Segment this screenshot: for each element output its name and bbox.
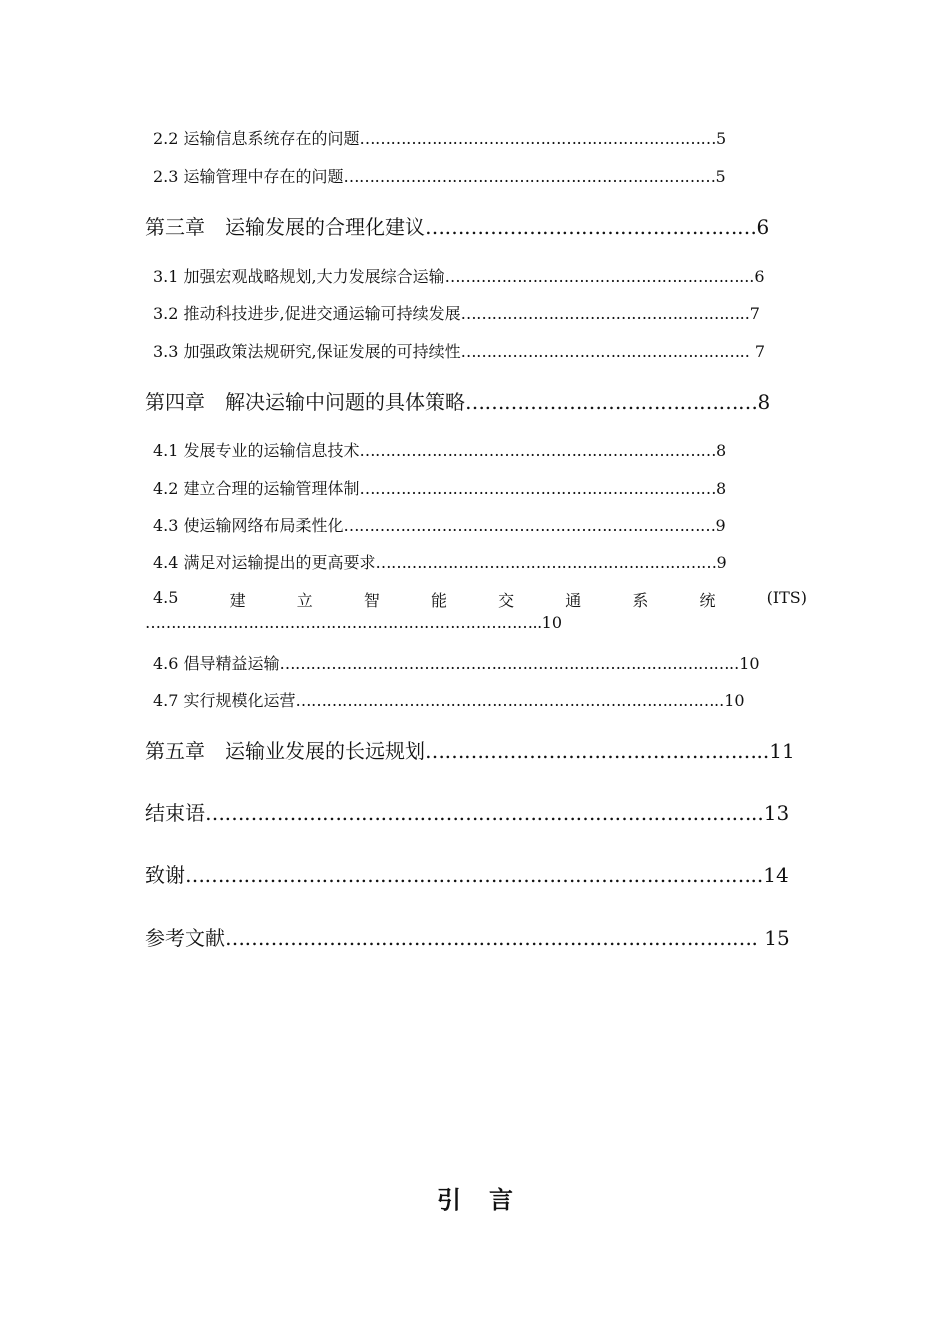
toc-entry-word: 智 (363, 591, 380, 610)
toc-entry-4-6[interactable] (153, 651, 760, 674)
toc-entry-4-3[interactable] (153, 513, 726, 536)
toc-page-number: ..10 (714, 691, 745, 710)
toc-entry-label: 4.6 倡导精益运输 (153, 654, 280, 673)
toc-references[interactable] (145, 922, 790, 951)
toc-entry-word: 能 (430, 591, 447, 610)
toc-entry-3-1[interactable] (153, 264, 765, 287)
toc-page-number: .. 7 (739, 342, 766, 361)
toc-entry-4-7[interactable] (153, 688, 745, 711)
toc-page-number: 5 (716, 129, 727, 148)
toc-leader-dots: ………………………………………………… (444, 267, 740, 286)
toc-entry-4-2[interactable] (153, 476, 726, 499)
toc-chapter-5[interactable] (145, 735, 795, 764)
toc-entry-label: 3.1 加强宏观战略规划,大力发展综合运输 (153, 267, 445, 286)
toc-entry-label: 参考文献 (145, 926, 225, 950)
toc-chapter-3[interactable] (145, 211, 769, 240)
toc-entry-word: 4.5 (153, 588, 179, 607)
toc-leader-dots: …………………………………………… (425, 215, 757, 239)
toc-entry-label: 2.2 运输信息系统存在的问题 (153, 129, 360, 148)
toc-conclusion[interactable] (145, 797, 789, 826)
toc-leader-dots: ……………………………………………………………………… (225, 926, 752, 950)
toc-leader-dots: …………………………………………… (425, 739, 757, 763)
toc-entry-word: 统 (699, 591, 716, 610)
toc-entry-3-3[interactable] (153, 339, 765, 362)
heading-char: 言 (489, 1186, 513, 1214)
section-heading-introduction (0, 1180, 950, 1215)
toc-leader-dots: ……………………………………… (465, 390, 758, 414)
toc-entry-word: 建 (229, 591, 246, 610)
toc-page-number: 9 (716, 553, 727, 572)
toc-entry-4-5[interactable] (153, 588, 807, 611)
toc-entry-label: 第五章 运输业发展的长远规划 (145, 739, 425, 763)
toc-entry-word: (ITS) (766, 588, 807, 607)
toc-entry-label: 2.3 运输管理中存在的问题 (153, 167, 344, 186)
toc-page-number: 6 (756, 215, 770, 239)
toc-entry-label: 4.3 使运输网络布局柔性化 (153, 516, 344, 535)
toc-entry-label: 4.1 发展专业的运输信息技术 (153, 441, 360, 460)
toc-page-number: 5 (715, 167, 726, 186)
toc-entry-2-2[interactable] (153, 126, 726, 149)
toc-page-number: . 15 (751, 926, 790, 950)
toc-entry-2-3[interactable] (153, 164, 726, 187)
toc-acknowledgements[interactable] (145, 859, 789, 888)
toc-page-number: ..14 (750, 863, 789, 887)
toc-page-number: ..10 (729, 654, 760, 673)
toc-entry-label: 3.3 加强政策法规研究,保证发展的可持续性 (153, 342, 461, 361)
toc-entry-label: 致谢 (145, 863, 185, 887)
toc-page-number: 10 (541, 613, 563, 632)
toc-entry-3-2[interactable] (153, 301, 760, 324)
toc-leader-dots: …………………………………………………………………………… (279, 654, 730, 673)
toc-leader-dots: ……………………………………………………………… (343, 516, 716, 535)
heading-char: 引 (437, 1186, 461, 1214)
toc-leader-dots: …………………………………………………………… (359, 129, 717, 148)
toc-page-number: ...6 (739, 267, 765, 286)
toc-entry-label: 结束语 (145, 801, 205, 825)
toc-page-number: 8 (716, 479, 727, 498)
toc-leader-dots: ……………………………………………………………………… (295, 691, 715, 710)
toc-leader-dots: ……………………………………………… (460, 342, 740, 361)
toc-page-number: ..7 (739, 304, 760, 323)
toc-entry-word: 立 (296, 591, 313, 610)
toc-page-number: 8 (716, 441, 727, 460)
toc-page-number: ..13 (751, 801, 790, 825)
toc-entry-label: 4.2 建立合理的运输管理体制 (153, 479, 360, 498)
toc-page-number: 8 (757, 390, 771, 414)
toc-leader-dots: ………………………………………………………………………… (205, 801, 751, 825)
toc-leader-dots: …………………………………………………………… (359, 441, 717, 460)
toc-entry-label: 第三章 运输发展的合理化建议 (145, 215, 425, 239)
toc-entry-word: 系 (632, 591, 649, 610)
toc-entry-4-5-continuation[interactable] (145, 613, 562, 632)
toc-entry-4-4[interactable] (153, 550, 727, 573)
toc-chapter-4[interactable] (145, 386, 770, 415)
toc-leader-dots: ……………………………………………………………… (343, 167, 716, 186)
toc-entry-word: 通 (565, 591, 582, 610)
toc-entry-label: 第四章 解决运输中问题的具体策略 (145, 390, 465, 414)
toc-entry-label: 4.7 实行规模化运营 (153, 691, 296, 710)
toc-leader-dots: ………………………………………………………………….. (145, 613, 542, 632)
toc-page-number: ..11 (756, 739, 795, 763)
toc-leader-dots: …………………………………………………………… (359, 479, 717, 498)
toc-entry-4-1[interactable] (153, 438, 726, 461)
toc-entry-label: 3.2 推动科技进步,促进交通运输可持续发展 (153, 304, 461, 323)
toc-leader-dots: …………………………………………………………………………… (185, 863, 751, 887)
toc-entry-word: 交 (498, 591, 515, 610)
toc-leader-dots: ………………………………………………………… (375, 553, 717, 572)
toc-entry-label: 4.4 满足对运输提出的更高要求 (153, 553, 376, 572)
toc-leader-dots: ……………………………………………… (460, 304, 740, 323)
toc-page-number: 9 (715, 516, 726, 535)
